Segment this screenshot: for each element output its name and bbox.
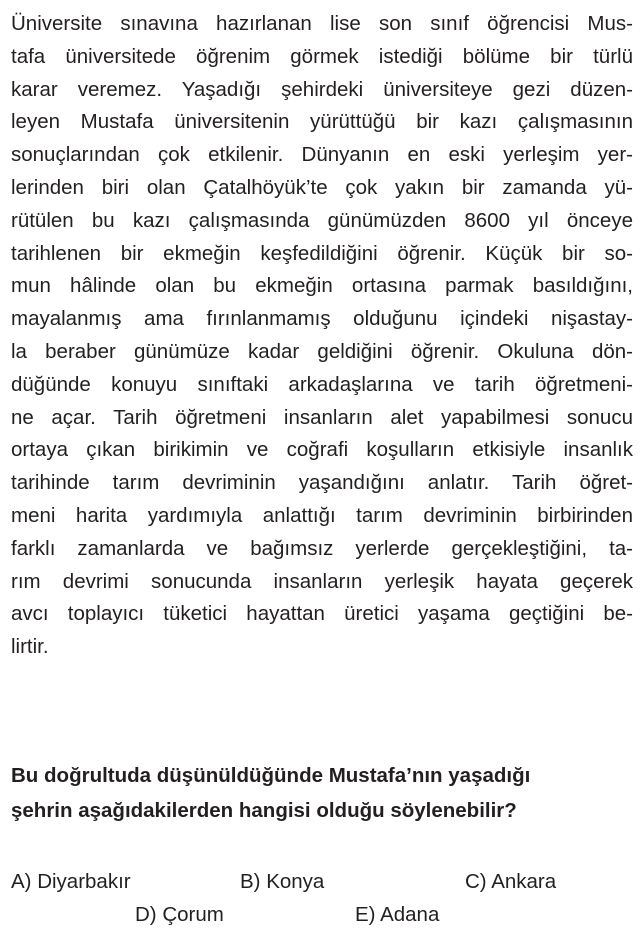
answer-option-b[interactable]: B) Konya <box>240 870 325 893</box>
passage-line: düğünde konuyu sınıftaki arkadaşlarına ve tarih öğretmeni- <box>11 372 633 396</box>
passage-line: leyen Mustafa üniversitenin yürüttüğü bir kazı çalışmasının <box>11 110 633 134</box>
passage-line: mayalanmış ama fırınlanmamış olduğunu içindeki nişastay- <box>11 307 633 331</box>
question-line: Bu doğrultuda düşünüldüğünde Mustafa’nın yaşadığı <box>11 764 531 787</box>
question-line: şehrin aşağıdakilerden hangisi olduğu söylenebilir? <box>11 799 517 822</box>
answer-option-e[interactable]: E) Adana <box>355 903 440 926</box>
answer-option-c[interactable]: C) Ankara <box>465 870 557 893</box>
passage-line: avcı toplayıcı tüketici hayattan üretici yaşama geçtiğini be- <box>11 602 633 626</box>
passage-line: la beraber günümüze kadar geldiğini öğrenir. Okuluna dön- <box>11 339 633 363</box>
passage-line: meni harita yardımıyla anlattığı tarım devriminin birbirinden <box>11 503 633 527</box>
passage-line: rım devrimi sonucunda insanların yerleşik hayata geçerek <box>11 569 633 593</box>
passage-line: rütülen bu kazı çalışmasında günümüzden 8600 yıl önceye <box>11 208 633 232</box>
passage-line: Üniversite sınavına hazırlanan lise son sınıf öğrencisi Mus- <box>11 12 633 35</box>
answer-option-a[interactable]: A) Diyarbakır <box>11 870 131 893</box>
passage-line: ortaya çıkan birikimin ve coğrafi koşulların etkisiyle insanlık <box>11 438 633 462</box>
passage-line: sonuçlarından çok etkilenir. Dünyanın en eski yerleşim yer- <box>11 143 633 167</box>
passage-line: mun hâlinde olan bu ekmeğin ortasına parmak basıldığını, <box>11 274 633 298</box>
question-stem <box>11 758 633 828</box>
passage-line: farklı zamanlarda ve bağımsız yerlerde gerçekleştiğini, ta- <box>11 536 633 560</box>
passage-line: ne açar. Tarih öğretmeni insanların alet yapabilmesi sonucu <box>11 405 633 429</box>
answer-option-d[interactable]: D) Çorum <box>135 903 224 926</box>
passage-text <box>11 8 633 664</box>
passage-line: karar veremez. Yaşadığı şehirdeki üniversiteye gezi düzen- <box>11 77 633 101</box>
passage-line: lerinden biri olan Çatalhöyük’te çok yakın bir zamanda yü- <box>11 175 633 199</box>
passage-line: tarihinde tarım devriminin yaşandığını anlatır. Tarih öğret- <box>11 471 633 495</box>
passage-line: tafa üniversitede öğrenim görmek istediği bölüme bir türlü <box>11 44 633 68</box>
passage-line: lirtir. <box>11 635 49 659</box>
passage-line: tarihlenen bir ekmeğin keşfedildiğini öğrenir. Küçük bir so- <box>11 241 633 265</box>
